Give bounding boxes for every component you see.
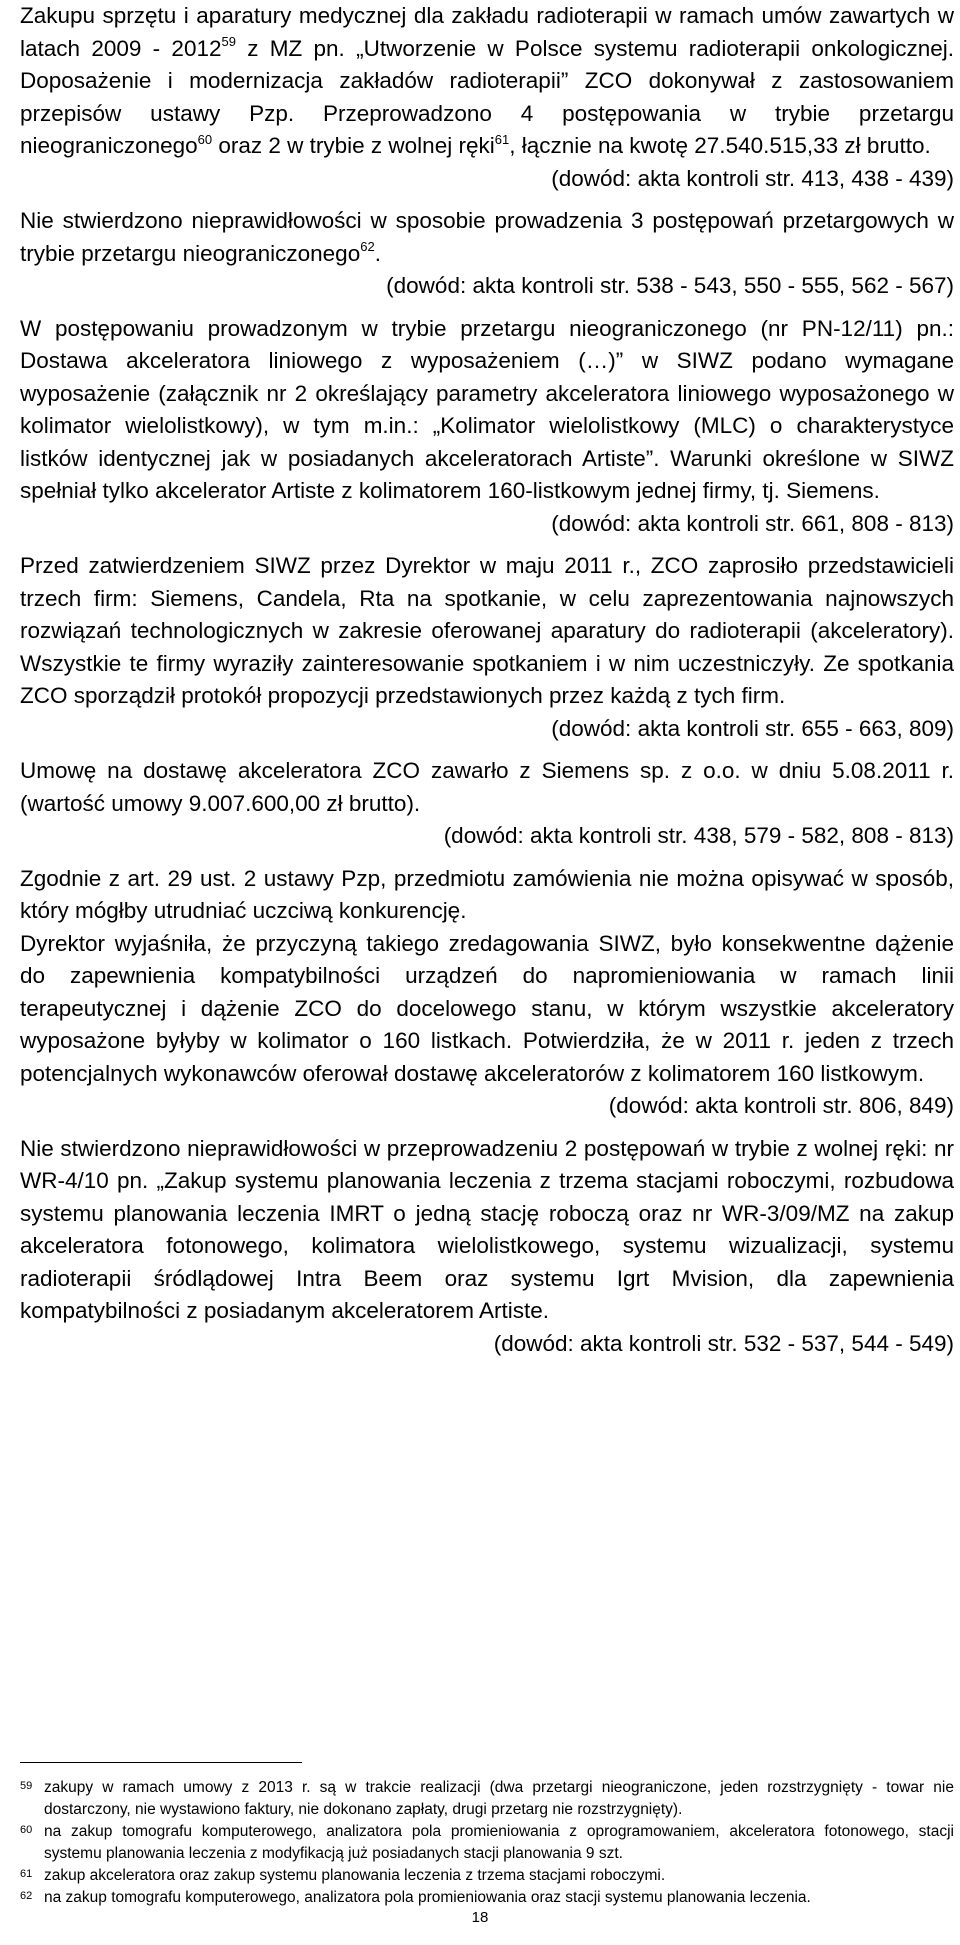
- footnote-ref-59: 59: [221, 34, 236, 49]
- evidence-3: (dowód: akta kontroli str. 661, 808 - 813): [551, 510, 954, 536]
- footnote-59: 59 zakupy w ramach umowy z 2013 r. są w trakcie realizacji (dwa przetargi nieograniczone, jeden rozstrzygnięty - towar nie dostarczony, nie wystawiono faktury, nie dokonano zapłaty, drugi przetarg nie rozstrzygnięty).: [20, 1779, 954, 1818]
- evidence-7: (dowód: akta kontroli str. 532 - 537, 544 - 549): [493, 1330, 954, 1356]
- evidence-2: (dowód: akta kontroli str. 538 - 543, 550 - 555, 562 - 567): [386, 273, 954, 298]
- evidence-1: (dowód: akta kontroli str. 413, 438 - 439): [551, 165, 954, 191]
- footnote-62: 62 na zakup tomografu komputerowego, analizatora pola promieniowania oraz stacji systemu planowania leczenia.: [20, 1889, 811, 1906]
- paragraph-6: Zgodnie z art. 29 ust. 2 ustawy Pzp, przedmiotu zamówienia nie można opisywać w sposób, który mógłby utrudniać uczciwą konkurencję.: [20, 865, 954, 923]
- paragraph-4: Przed zatwierdzeniem SIWZ przez Dyrektor w maju 2011 r., ZCO zaprosiło przedstawicieli trzech firm: Siemens, Candela, Rta na spotkanie, w celu zaprezentowania najnowszych rozwiązań technologicznych w zakresie oferowanej aparatury do radioterapii (akceleratory). Wszystkie te firmy wyraziły zainteresowanie spotkaniem i w nim uczestniczyły. Ze spotkania ZCO sporządził protokół propozycji przedstawionych przez każdą z tych firm.: [20, 553, 954, 708]
- evidence-5: (dowód: akta kontroli str. 438, 579 - 582, 808 - 813): [443, 823, 954, 848]
- paragraph-2: Nie stwierdzono nieprawidłowości w sposobie prowadzenia 3 postępowań przetargowych w trybie przetargu nieograniczonego$^{62}$.: [20, 208, 954, 266]
- footnotes: [20, 1777, 954, 1909]
- paragraph-7: Dyrektor wyjaśniła, że przyczyną takiego zredagowania SIWZ, było konsekwentne dążenie do zapewnienia kompatybilności urządzeń do napromieniowania w ramach linii terapeutycznej i dążenie ZCO do docelowego stanu, w którym wszystkie akceleratory wyposażone byłyby w kolimator o 160 listkach. Potwierdziła, że w 2011 r. jeden z trzech potencjalnych wykonawców oferował dostawę akceleratorów z kolimatorem 160 listkowym.: [20, 930, 954, 1086]
- paragraph-3: W postępowaniu prowadzonym w trybie przetargu nieograniczonego (nr PN-12/11) pn.: Dostawa akceleratora liniowego z wyposażeniem (…)” w SIWZ podano wymagane wyposażenie (załącznik nr 2 określający parametry akceleratora liniowego wyposażonego w kolimator wielolistkowy), w tym m.in.: „Kolimator wielolistkowy (MLC) o charakterystyce listków identycznej jak w posiadanych akceleratorach Artiste”. Warunki określone w SIWZ spełniał tylko akcelerator Artiste z kolimatorem 160-listkowym jednej firmy, tj. Siemens.: [20, 315, 954, 503]
- page-number: 18: [471, 1909, 489, 1926]
- footnote-60: 60 na zakup tomografu komputerowego, analizatora pola promieniowania z oprogramowaniem, akceleratora fotonowego, stacji systemu planowania leczenia z modyfikacją już posiadanych stacji planowania 9 szt.: [20, 1823, 954, 1862]
- footnote-61: 61 zakup akceleratora oraz zakup systemu planowania leczenia z trzema stacjami roboczymi.: [20, 1867, 666, 1884]
- footnote-separator: [20, 1762, 302, 1763]
- paragraph-5: Umowę na dostawę akceleratora ZCO zawarło z Siemens sp. z o.o. w dniu 5.08.2011 r. (wartość umowy 9.007.600,00 zł brutto).: [20, 758, 954, 816]
- evidence-6: (dowód: akta kontroli str. 806, 849): [608, 1093, 954, 1118]
- paragraph-1: Zakupu sprzętu i aparatury medycznej dla zakładu radioterapii w ramach umów zawartych w latach 2009 - 2012$^{59}$ z MZ pn. „Utworzenie w Polsce systemu radioterapii onkologicznej. Doposażenie i modernizacja zakładów radioterapii” ZCO dokonywał z zastosowaniem przepisów ustawy Pzp. Przeprowadzono 4 postępowania w trybie przetargu nieograniczonego$^{60}$ oraz 2 w trybie z wolnej ręki$^{61}$, łącznie na kwotę 27.540.515,33 zł brutto.: [20, 3, 954, 158]
- paragraph-8: Nie stwierdzono nieprawidłowości w przeprowadzeniu 2 postępowań w trybie z wolnej ręki: nr WR-4/10 pn. „Zakup systemu planowania leczenia z trzema stacjami roboczymi, rozbudowa systemu planowania leczenia IMRT o jedną stację roboczą oraz nr WR-3/09/MZ na zakup akceleratora fotonowego, kolimatora wielolistkowego, systemu wizualizacji, systemu radioterapii śródlądowej Intra Beem oraz systemu Igrt Mvision, dla zapewnienia kompatybilności z posiadanym akceleratorem Artiste.: [20, 1135, 954, 1323]
- main-text: [20, 0, 954, 1360]
- footnote-ref-61: 61: [494, 131, 510, 147]
- evidence-4: (dowód: akta kontroli str. 655 - 663, 809): [551, 715, 954, 741]
- footnote-ref-62: 62: [360, 239, 375, 254]
- footnote-ref-60: 60: [197, 131, 213, 147]
